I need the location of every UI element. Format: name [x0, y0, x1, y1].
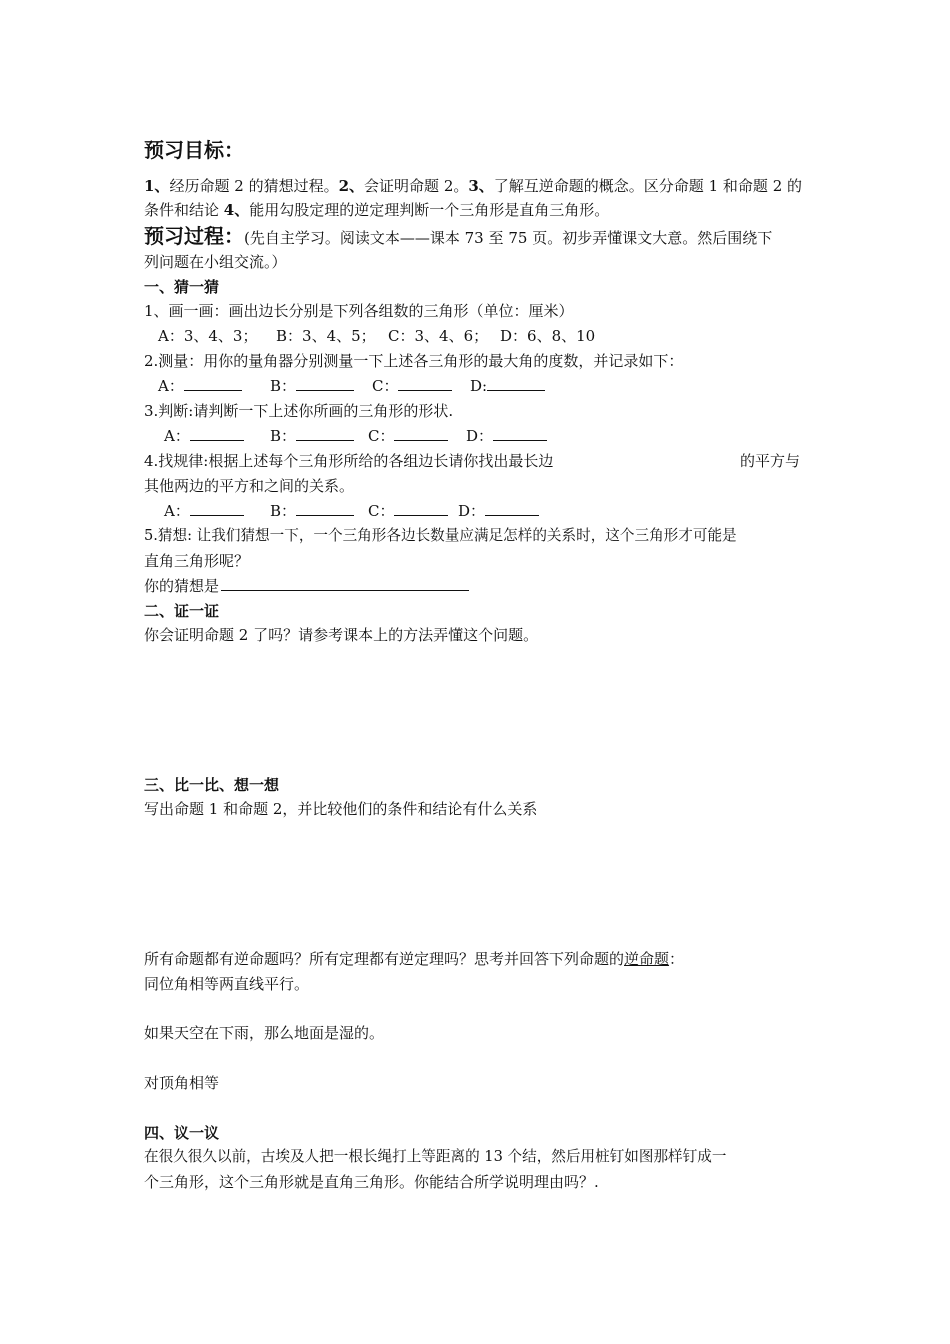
- q2-answer-b[interactable]: [270, 374, 354, 398]
- section-4-line-1: 在很久很久以前，古埃及人把一根长绳打上等距离的 13 个结，然后用桩钉如图那样钉成一: [144, 1148, 727, 1165]
- converse-term: 逆命题: [624, 950, 670, 968]
- goal-num-2: 2、: [338, 177, 365, 195]
- goal-text: 1: [708, 177, 719, 195]
- q5-guess-label: 你的猜想是: [144, 577, 220, 595]
- q2-blank-c[interactable]: [398, 374, 452, 391]
- converse-question: [144, 947, 810, 971]
- q2-label-a: A：: [158, 377, 184, 395]
- q3-answer-d[interactable]: [466, 424, 547, 448]
- q4-label-c: C：: [368, 502, 395, 520]
- q2-answer-d[interactable]: [470, 374, 545, 398]
- q3-label-c: C：: [368, 427, 395, 445]
- goal-text: 2: [772, 177, 783, 195]
- converse-text: 所有命题都有逆命题吗？所有定理都有逆定理吗？思考并回答下列命题的: [144, 950, 625, 968]
- q4-blank-c[interactable]: [394, 499, 448, 516]
- q3-answers: [144, 424, 810, 448]
- section-4-line-2: 个三角形，这个三角形就是直角三角形。你能结合所学说明理由吗？.: [144, 1173, 599, 1191]
- q3-label-d: D：: [466, 427, 494, 445]
- goal-text: 2。: [443, 177, 469, 195]
- goal-num-3: 3、: [468, 177, 494, 195]
- q1-option-b: B：3、4、5；: [276, 327, 376, 345]
- q3-blank-c[interactable]: [394, 424, 448, 441]
- q5-guess[interactable]: [144, 574, 810, 598]
- section-3-title: 三、比一比、想一想: [144, 776, 280, 794]
- q5-line-2: 直角三角形呢？: [144, 552, 250, 570]
- q1-option-c: C：3、4、6；: [388, 327, 489, 345]
- q1-text: 1、画一画：画出边长分别是下列各组数的三角形（单位：厘米）: [144, 302, 574, 320]
- goal-text: 经历命题: [169, 177, 230, 195]
- goal-text: 的猜想过程。: [248, 177, 339, 195]
- q4-label-d: D：: [458, 502, 486, 520]
- process-line-2: 列问题在小组交流。）: [144, 253, 287, 271]
- goal-text: 2: [234, 177, 244, 195]
- q3-text: 3.判断:请判断一下上述你所画的三角形的形状.: [144, 402, 454, 420]
- q1-options: [144, 324, 810, 348]
- q4-answer-d[interactable]: [458, 499, 539, 523]
- q1-option-a: A：3、4、3；: [158, 327, 258, 345]
- q4-label-b: B：: [270, 502, 297, 520]
- q4-blank-d[interactable]: [485, 499, 539, 516]
- goal-text: 能用勾股定理的逆定理判断一个三角形是直角三角形。: [249, 201, 610, 219]
- q3-answer-b[interactable]: [270, 424, 354, 448]
- process-intro: 至: [488, 229, 504, 247]
- goal-text: 的: [787, 177, 803, 195]
- section-4-title: 四、议一议: [144, 1124, 220, 1142]
- q2-answers: [144, 374, 810, 398]
- section-2-title: 二、证一证: [144, 602, 220, 620]
- q3-label-b: B：: [270, 427, 297, 445]
- goal-text: 了解互逆命题的概念。区分命题: [493, 177, 704, 195]
- q2-label-c: C：: [372, 377, 399, 395]
- q3-answer-c[interactable]: [368, 424, 448, 448]
- q5-line-1: 5.猜想: 让我们猜想一下，一个三角形各边长数量应满足怎样的关系时，这个三角形才可能是: [144, 527, 737, 544]
- process-intro: (先自主学习。阅读文本——课本: [244, 229, 460, 247]
- q3-blank-d[interactable]: [493, 424, 547, 441]
- process-intro: 页。初步弄懂课文大意。然后围绕下: [532, 229, 773, 247]
- goal-line-2: [144, 198, 810, 222]
- q4-answers: [144, 499, 810, 523]
- q4-answer-c[interactable]: [368, 499, 448, 523]
- q2-blank-b[interactable]: [296, 374, 354, 391]
- q2-text: 2.测量：用你的量角器分别测量一下上述各三角形的最大角的度数，并记录如下：: [144, 352, 684, 370]
- q2-answer-c[interactable]: [372, 374, 452, 398]
- converse-item-1: 同位角相等两直线平行。: [144, 975, 310, 993]
- converse-text: ：: [669, 950, 685, 968]
- q3-label-a: A：: [164, 427, 190, 445]
- q4-answer-b[interactable]: [270, 499, 354, 523]
- q4-answer-a[interactable]: [164, 499, 244, 523]
- q3-blank-b[interactable]: [296, 424, 354, 441]
- process-intro: 75: [508, 229, 528, 247]
- q2-label-d: D:: [470, 377, 488, 395]
- q4-blank-a[interactable]: [190, 499, 244, 516]
- q5-guess-blank[interactable]: [221, 574, 469, 591]
- process-line-1: [144, 224, 810, 250]
- q2-label-b: B：: [270, 377, 297, 395]
- goal-text: 条件和结论: [144, 201, 220, 219]
- q4-text-end: 的平方与: [740, 452, 801, 470]
- q4-line-1: [144, 449, 810, 473]
- goal-title: 预习目标：: [144, 138, 244, 162]
- q2-answer-a[interactable]: [158, 374, 242, 398]
- goal-text: 和命题: [722, 177, 768, 195]
- q3-answer-a[interactable]: [164, 424, 244, 448]
- goal-num-4: 4、: [223, 201, 250, 219]
- q4-text: 4.找规律:根据上述每个三角形所给的各组边长请你找出最长边: [144, 452, 554, 470]
- q2-blank-a[interactable]: [184, 374, 242, 391]
- section-2-text: 你会证明命题 2 了吗？请参考课本上的方法弄懂这个问题。: [144, 626, 539, 644]
- section-3-text: 写出命题 1 和命题 2，并比较他们的条件和结论有什么关系: [144, 800, 538, 818]
- process-intro: 73: [464, 229, 484, 247]
- converse-item-3: 对顶角相等: [144, 1074, 220, 1092]
- section-1-title: 一、猜一猜: [144, 278, 220, 296]
- q4-blank-b[interactable]: [296, 499, 354, 516]
- goal-num-1: 1、: [144, 177, 170, 195]
- goal-line-1: [144, 174, 810, 198]
- converse-item-2: 如果天空在下雨，那么地面是湿的。: [144, 1024, 385, 1042]
- process-title: 预习过程：: [144, 224, 244, 248]
- goal-text: 会证明命题: [364, 177, 440, 195]
- q4-label-a: A：: [164, 502, 190, 520]
- q4-line-2: 其他两边的平方和之间的关系。: [144, 477, 355, 495]
- q2-blank-d[interactable]: [487, 374, 545, 391]
- q1-option-d: D：6、8、10: [500, 327, 596, 345]
- q3-blank-a[interactable]: [190, 424, 244, 441]
